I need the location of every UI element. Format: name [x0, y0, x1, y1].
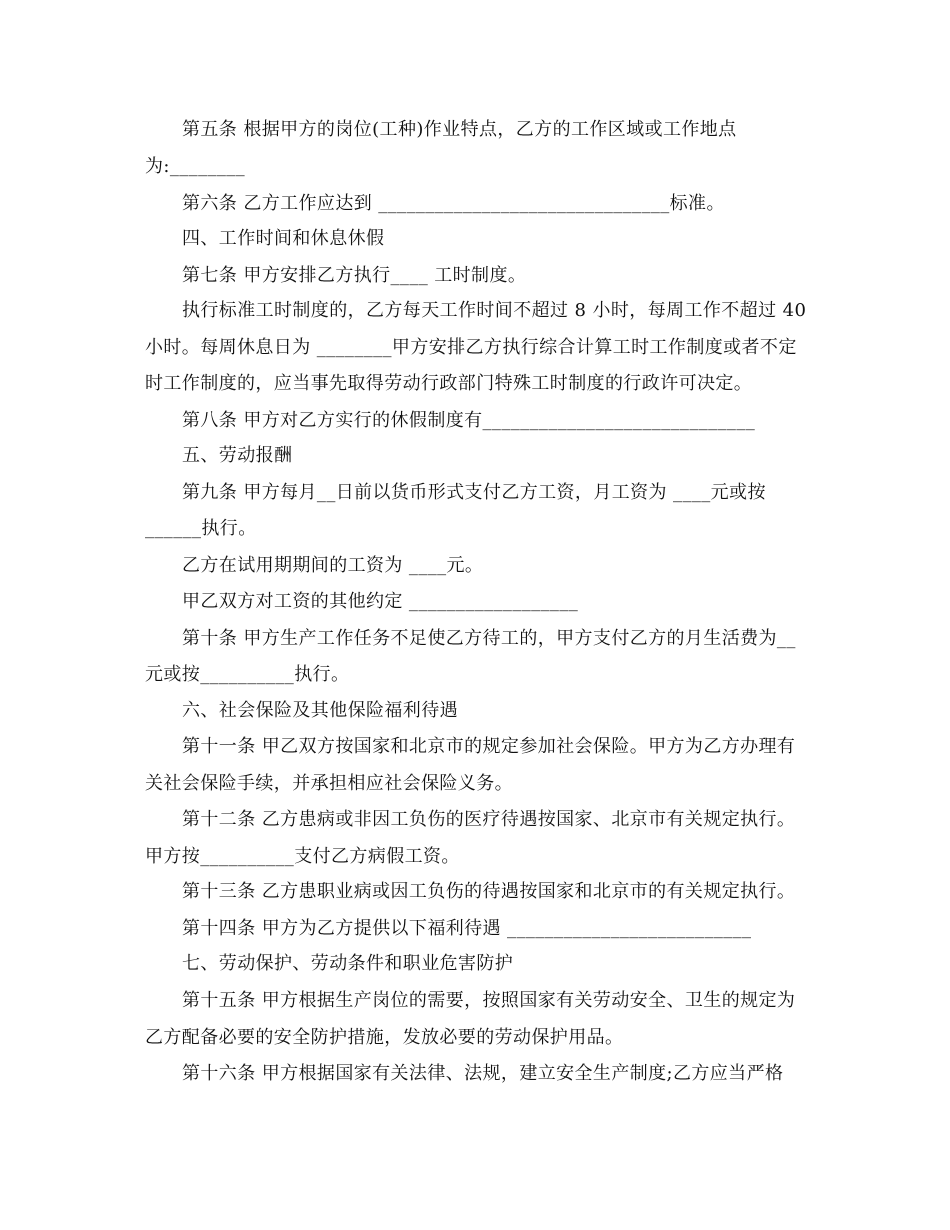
- document-line: 五、劳动报酬: [182, 445, 293, 466]
- document-line: ______执行。: [145, 518, 257, 539]
- document-line: 第七条 甲方安排乙方执行____ 工时制度。: [182, 265, 527, 286]
- document-line: 第九条 甲方每月__日前以货币形式支付乙方工资，月工资为 ____元或按: [182, 482, 766, 503]
- document-line: 元或按__________执行。: [145, 664, 350, 685]
- document-line: 甲乙双方对工资的其他约定 __________________: [182, 591, 579, 612]
- document-line: 第八条 甲方对乙方实行的休假制度有_____________________________: [182, 410, 756, 431]
- document-line: 第五条 根据甲方的岗位(工种)作业特点，乙方的工作区域或工作地点: [182, 119, 737, 140]
- document-line: 第十二条 乙方患病或非因工负伤的医疗待遇按国家、北京市有关规定执行。: [182, 809, 796, 830]
- document-line: 关社会保险手续，并承担相应社会保险义务。: [145, 773, 513, 794]
- document-line: 乙方在试用期期间的工资为 ____元。: [182, 555, 484, 576]
- document-line: 小时。每周休息日为 ________甲方安排乙方执行综合计算工时工作制度或者不定: [145, 337, 797, 358]
- document-line: 为:________: [145, 156, 246, 177]
- document-line: 第十四条 甲方为乙方提供以下福利待遇 __________________________: [182, 918, 752, 939]
- document-line: 七、劳动保护、劳动条件和职业危害防护: [182, 953, 514, 974]
- document-line: 第十六条 甲方根据国家有关法律、法规，建立安全生产制度;乙方应当严格: [182, 1063, 784, 1084]
- document-line: 乙方配备必要的安全防护措施，发放必要的劳动保护用品。: [145, 1027, 624, 1048]
- document-line: 甲方按__________支付乙方病假工资。: [145, 846, 460, 867]
- document-line: 第十条 甲方生产工作任务不足使乙方待工的，甲方支付乙方的月生活费为__: [182, 628, 796, 649]
- document-line: 第六条 乙方工作应达到 _______________________________标准。: [182, 193, 725, 214]
- document-line: 时工作制度的，应当事先取得劳动行政部门特殊工时制度的行政许可决定。: [145, 373, 753, 394]
- document-line: 第十五条 甲方根据生产岗位的需要，按照国家有关劳动安全、卫生的规定为: [182, 990, 796, 1011]
- document-line: 执行标准工时制度的，乙方每天工作时间不超过 8 小时，每周工作不超过 40: [182, 300, 807, 321]
- document-line: 四、工作时间和休息休假: [182, 228, 385, 249]
- document-line: 六、社会保险及其他保险福利待遇: [182, 700, 458, 721]
- document-line: 第十三条 乙方患职业病或因工负伤的待遇按国家和北京市的有关规定执行。: [182, 881, 796, 902]
- document-line: 第十一条 甲乙双方按国家和北京市的规定参加社会保险。甲方为乙方办理有: [182, 736, 796, 757]
